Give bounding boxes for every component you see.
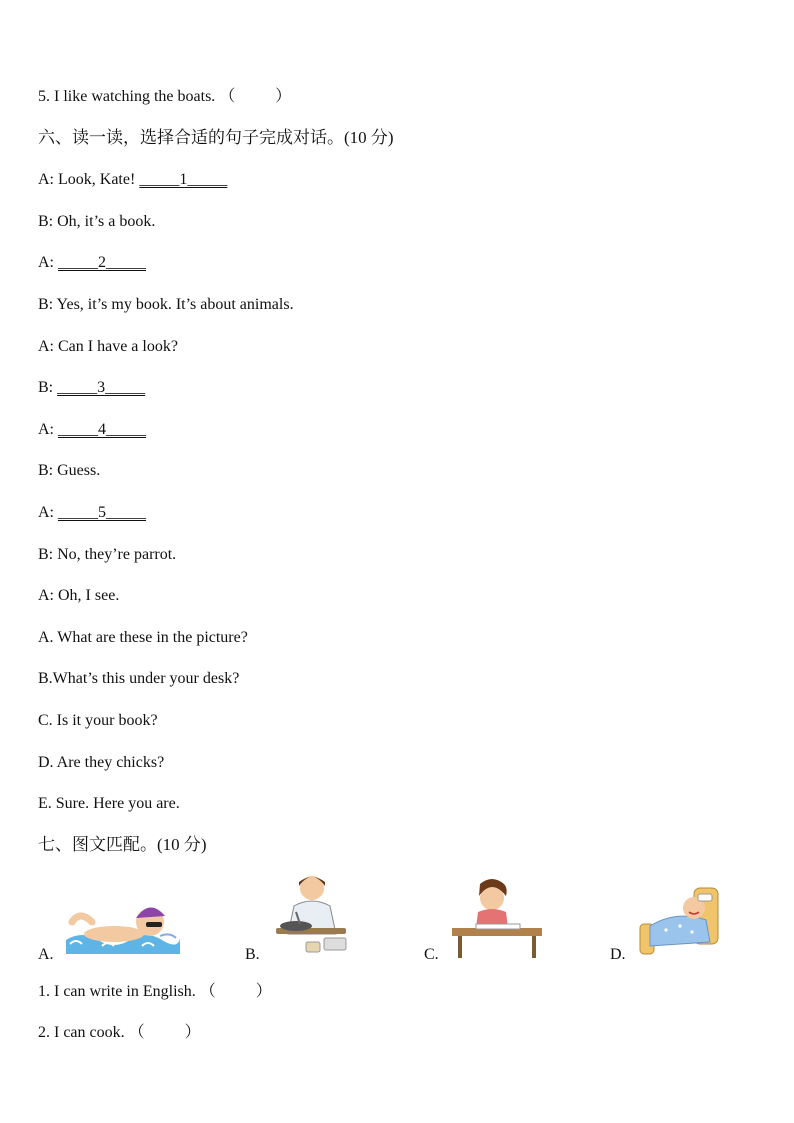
option-c: C. Is it your book?: [38, 712, 158, 729]
dialogue-line: [38, 337, 178, 357]
match-question-text: 1. I can write in English.: [38, 983, 196, 1000]
picture-label-b: B.: [245, 946, 260, 963]
dialogue-line: [38, 545, 176, 565]
section-6-title: 六、读一读，选择合适的句子完成对话。(10 分): [38, 128, 394, 147]
sick-in-bed-icon: [636, 884, 724, 960]
picture-label-a: A.: [38, 946, 54, 963]
option-b: B.What’s this under your desk?: [38, 670, 240, 687]
dialogue-line: [38, 461, 100, 481]
answer-blank-5[interactable]: _____5_____: [58, 504, 146, 521]
dialogue-text: B: No, they’re parrot.: [38, 546, 177, 563]
section-7-title: 七、图文匹配。(10 分): [38, 835, 207, 854]
cooking-woman-icon: [266, 872, 356, 960]
dialogue-text: B: Oh, it’s a book.: [38, 213, 156, 230]
match-question-1: [38, 982, 272, 1002]
answer-paren[interactable]: （ ）: [128, 1024, 201, 1041]
dialogue-line: [38, 420, 146, 440]
match-question-text: 2. I can cook.: [38, 1024, 125, 1041]
answer-blank-1[interactable]: _____1_____: [139, 171, 228, 188]
dialogue-text: A:: [38, 504, 54, 521]
swimming-boy-icon: [62, 892, 182, 960]
question-5: [38, 87, 291, 107]
dialogue-line: [38, 378, 145, 398]
dialogue-line: [38, 503, 146, 523]
picture-label-c: C.: [424, 946, 439, 963]
dialogue-text: B:: [38, 379, 54, 396]
dialogue-text: A: Can I have a look?: [38, 338, 178, 355]
answer-blank-4[interactable]: _____4_____: [58, 421, 146, 438]
option-e: E. Sure. Here you are.: [38, 795, 180, 812]
match-question-2: [38, 1023, 201, 1043]
answer-paren[interactable]: （ ）: [199, 983, 272, 1000]
dialogue-line: [38, 586, 119, 606]
dialogue-line: [38, 212, 155, 232]
picture-row: [38, 870, 758, 970]
dialogue-line: [38, 170, 227, 190]
dialogue-text: B: Yes, it’s my book. It’s about animals.: [38, 296, 294, 313]
answer-blank-2[interactable]: _____2_____: [58, 254, 146, 271]
dialogue-line: [38, 295, 294, 315]
question-5-text: 5. I like watching the boats.: [38, 88, 216, 105]
dialogue-text: A: Look, Kate!: [38, 171, 136, 188]
option-a: A. What are these in the picture?: [38, 629, 248, 646]
writing-girl-icon: [446, 878, 546, 962]
dialogue-text: B: Guess.: [38, 462, 101, 479]
dialogue-line: [38, 253, 146, 273]
dialogue-text: A:: [38, 421, 54, 438]
dialogue-text: A: Oh, I see.: [38, 587, 120, 604]
dialogue-text: A:: [38, 254, 54, 271]
answer-blank-3[interactable]: _____3_____: [57, 379, 146, 396]
answer-paren[interactable]: （ ）: [219, 88, 292, 105]
picture-label-d: D.: [610, 946, 626, 963]
option-d: D. Are they chicks?: [38, 754, 165, 771]
